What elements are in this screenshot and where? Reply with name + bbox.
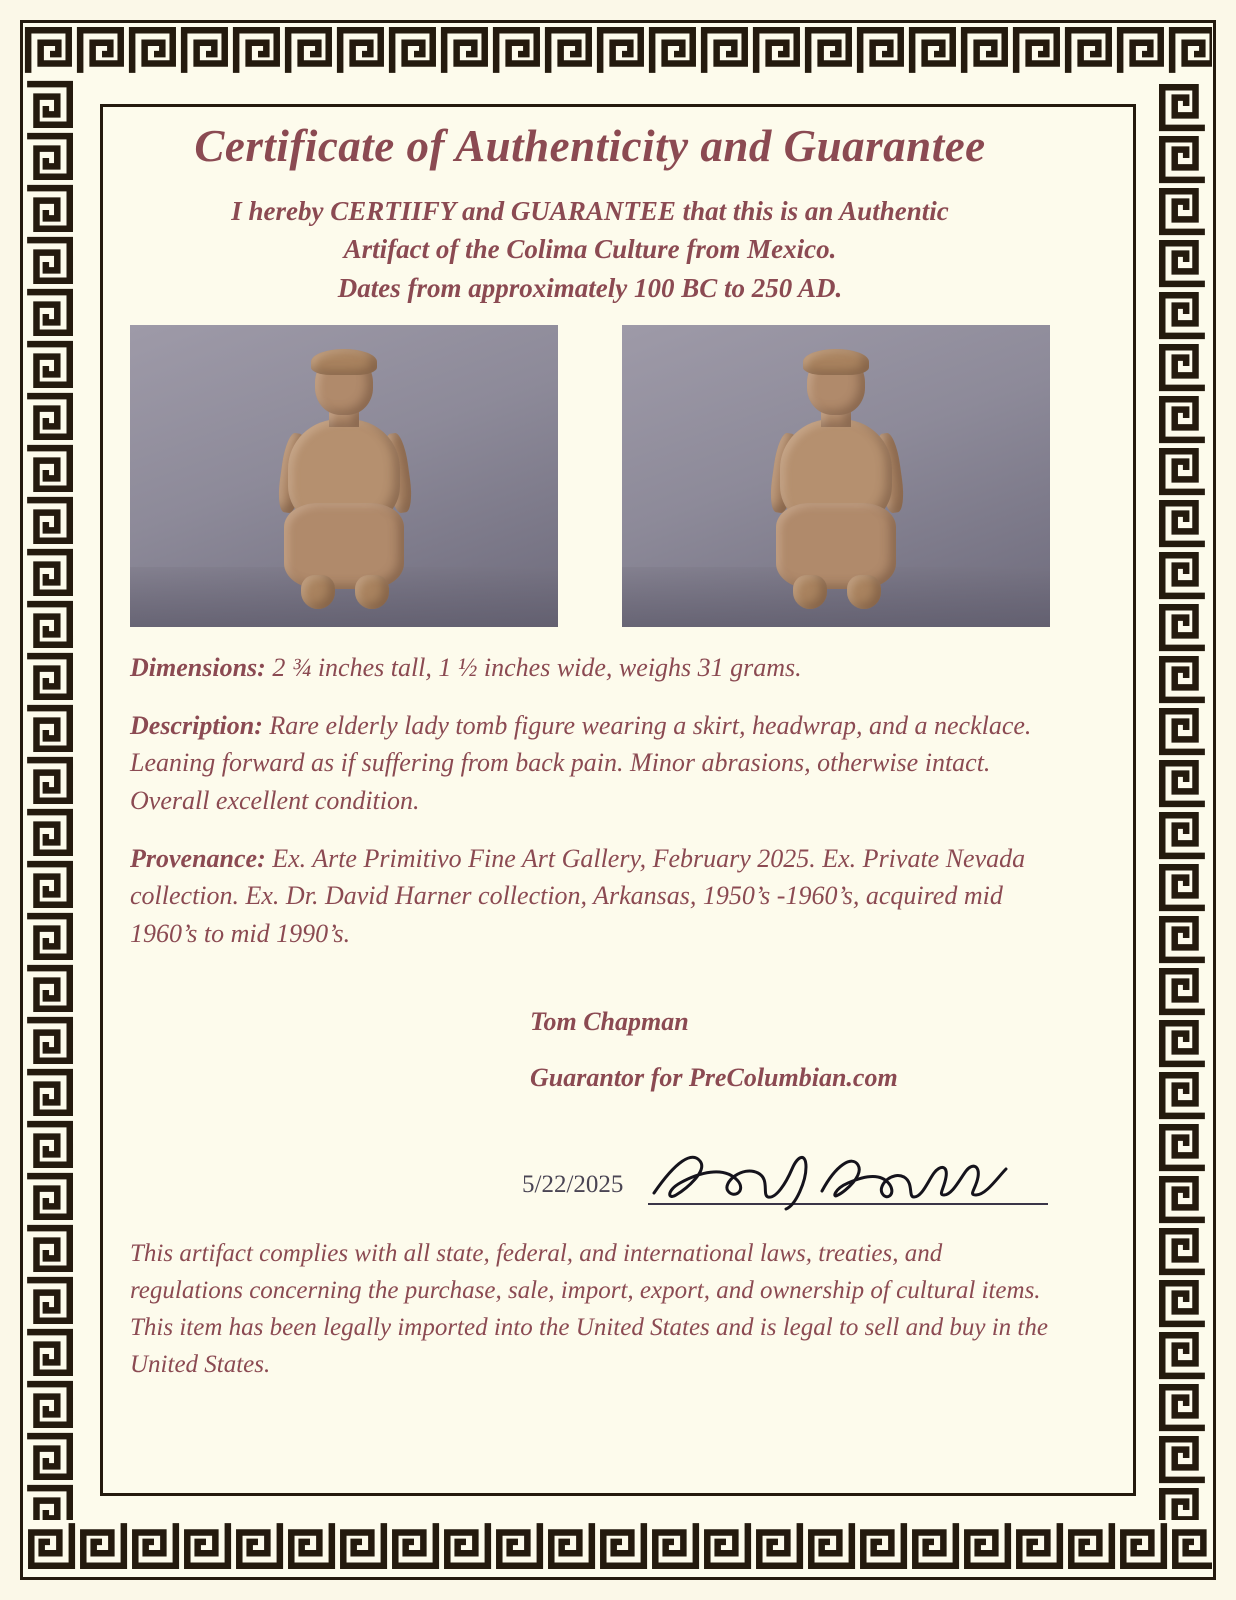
statement-line-1: I hereby CERTIIFY and GUARANTEE that this is an Authentic (231, 196, 949, 226)
statement-line-3: Dates from approximately 100 BC to 250 AD. (337, 272, 843, 303)
greek-key-border-right (1156, 80, 1212, 1520)
handwritten-signature-icon (646, 1143, 1066, 1213)
artifact-photo-back (622, 325, 1050, 627)
guarantor-name: Tom Chapman (530, 1006, 689, 1036)
page-title: Certificate of Authenticity and Guarantee (194, 121, 986, 171)
dimensions-field (130, 649, 1050, 687)
signature-date-row (130, 1155, 1050, 1209)
signature-date: 5/22/2025 (522, 1170, 624, 1198)
description-field (130, 707, 1050, 820)
provenance-field (130, 840, 1050, 953)
certification-statement (130, 192, 1050, 307)
description-value: Rare elderly lady tomb figure wearing a skirt, headwrap, and a necklace. Leaning forward as if suffering from back pain. Minor abrasions, otherwise intact. Overall excellent condition. (130, 710, 1032, 816)
artifact-photo-front (130, 325, 558, 627)
dimensions-value: 2 ¾ inches tall, 1 ½ inches wide, weighs 31 grams. (265, 652, 802, 682)
provenance-value: Ex. Arte Primitivo Fine Art Gallery, February 2025. Ex. Private Nevada collection. Ex. Dr. David Harner collection, Arkansas, 1950’s -1960’s, acquired mid 1960’s to mid 1990’s. (130, 843, 1026, 949)
greek-key-border-top (24, 24, 1212, 80)
legal-notice: This artifact complies with all state, federal, and international laws, treaties, and regulations concerning the purchase, sale, import, export, and ownership of cultural items. This item has been legally imported into the United States and is legal to sell and buy in the United States. (130, 1239, 1048, 1378)
artifact-photos (130, 325, 1050, 627)
greek-key-border-bottom (24, 1520, 1212, 1576)
dimensions-label: Dimensions: (130, 652, 266, 682)
guarantor-role: Guarantor for PreColumbian.com (530, 1062, 898, 1092)
provenance-label: Provenance: (130, 843, 266, 873)
figurine-front-illustration (269, 353, 419, 605)
certificate-content (130, 120, 1050, 1408)
description-label: Description: (130, 710, 263, 740)
greek-key-border-left (24, 80, 80, 1520)
signature-block (130, 1007, 1050, 1093)
figurine-back-illustration (761, 353, 911, 605)
statement-line-2: Artifact of the Colima Culture from Mexico. (343, 234, 837, 265)
